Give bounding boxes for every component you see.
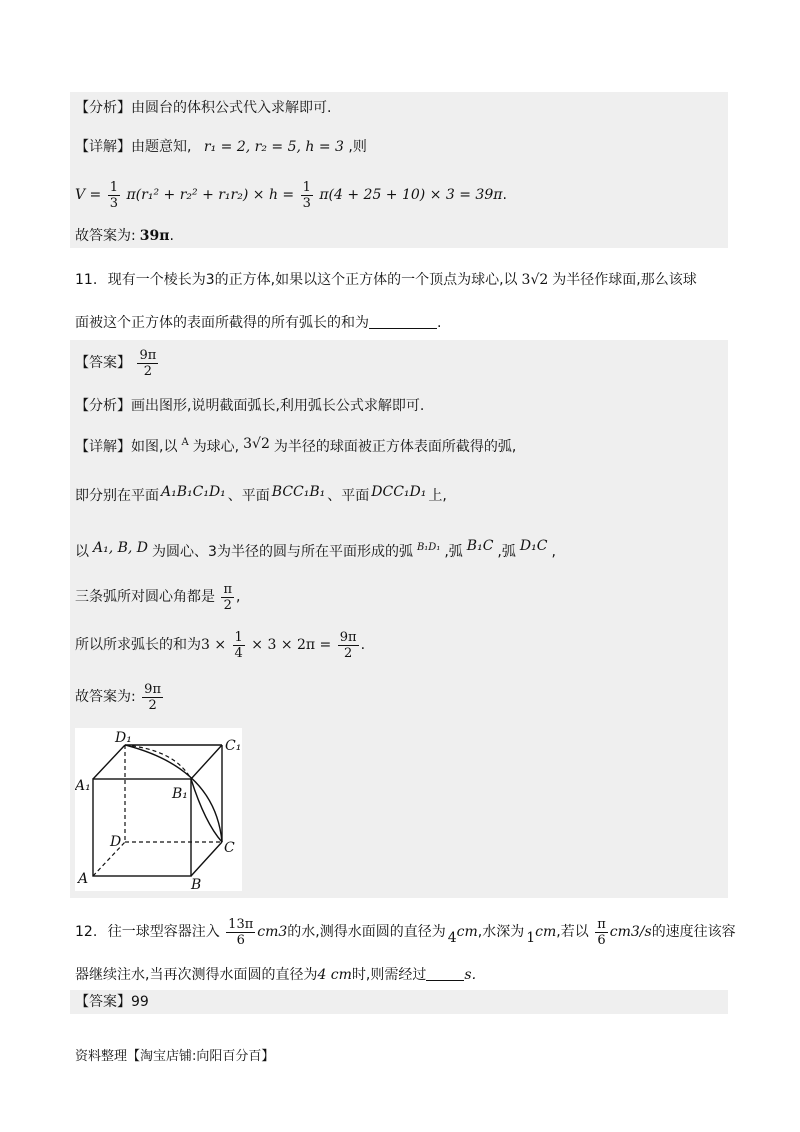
arc-B1C [191,779,222,842]
q11-arc-sep-2: ,弧 [497,544,516,560]
q11-analysis-line [75,396,424,416]
q11-number: 11. [75,272,98,288]
q11-analysis-label: 【分析】 [75,398,131,414]
q11-stem-part1: 现有一个棱长为3的正方体,如果以这个正方体的一个顶点为球心,以 [107,272,518,288]
q10-formula-line [75,178,507,212]
q10-detail-suffix: ,则 [348,139,367,155]
q11-arc-2: B₁C [466,538,494,554]
cube-diagram [75,728,242,891]
q11-sum-result: $\frac{9\pi}{2}$ [339,629,357,661]
q11-sum-quarter: $\frac{1}{4}$ [234,629,243,661]
q10-answer-value: 39π [139,228,170,244]
q11-answer-fraction: $\frac{9\pi}{2}$ [139,347,157,379]
q11-detail-2b: 上, [428,488,447,504]
q10-answer-prefix: 故答案为: [75,228,136,244]
q11-detail-1a: 如图,以 [131,439,178,455]
q11-final-fraction: $\frac{9\pi}{2}$ [144,681,161,713]
q12-rate-unit: cm3/s [609,924,652,940]
q11-stem-part3: 面被这个正方体的表面所截得的所有弧长的和为 [75,315,369,331]
edge-A1D1 [93,745,125,779]
q12-answer-label: 【答案】 [75,994,131,1010]
q10-fraction-one-third-2: $\frac{1}{3}$ [302,179,311,211]
page-footer: 资料整理【淘宝店铺:向阳百分百】 [75,1049,275,1064]
q11-detail-line-5 [75,628,365,662]
q11-analysis-text: 画出图形,说明截面弧长,利用弧长公式求解即可. [131,398,425,414]
q11-sep-1: 、平面 [227,488,270,504]
label-D: D [110,834,122,850]
q10-answer-end: . [169,228,174,244]
q10-given-values: r₁ = 2, r₂ = 5, h = 3 [203,139,344,155]
q12-unit-s: s. [464,967,477,983]
q12-answer-line [75,992,149,1012]
q12-volume-fraction: $\frac{13\pi}{6}$ [228,916,254,948]
q11-detail-radius: 3√2 [243,436,270,452]
q11-plane-3: DCC₁D₁ [371,484,427,500]
q10-answer-line [75,226,174,246]
q10-detail-label: 【详解】 [75,139,131,155]
q11-answer-label: 【答案】 [75,355,131,371]
q11-center-A: A [181,437,189,448]
q12-part1: 往一球型容器注入 [107,924,220,940]
q11-detail-3c: , [551,544,556,560]
q12-diameter-unit: cm [456,924,478,940]
q12-depth-unit: cm [535,924,557,940]
q12-diameter-2: 4 cm [317,967,352,983]
q11-detail-label: 【详解】 [75,439,131,455]
q11-centers: A₁, B, D [93,540,149,556]
q11-detail-2a: 即分别在平面 [75,488,159,504]
q11-detail-line-2 [75,482,447,506]
q11-stem-radius: 3√2 [521,272,549,288]
q12-number: 12. [75,924,98,940]
q12-answer-band [70,990,728,1014]
q10-fraction-one-third: $\frac{1}{3}$ [109,179,119,211]
q12-stem-line-2 [75,965,476,985]
edge-B1C1 [191,745,222,779]
q11-detail-3a: 以 [75,544,89,560]
q11-sum-expr-2: × 3 × 2π = [251,637,332,653]
label-C1: C₁ [225,738,242,754]
q11-detail-1b: 为球心, [192,439,240,455]
q11-stem-part2: 为半径作球面,那么该球 [552,272,697,288]
q11-arc-1: B₁D₁ [416,542,441,553]
q11-answer-line [75,346,160,380]
cube-figure [75,728,242,891]
q12-part2: 的水,测得水面圆的直径为 [287,924,446,940]
edge-BC [191,842,222,876]
q11-detail-1c: 为半径的球面被正方体表面所截得的弧, [273,439,517,455]
q12-diameter-value: 4 [447,930,457,946]
q11-detail-line-1 [75,433,516,457]
q11-detail-4b: , [236,589,241,605]
q12-volume-unit: cm3 [257,924,288,940]
q10-detail-line [75,137,367,157]
q11-arc-sep: ,弧 [444,544,463,560]
q11-final-prefix: 故答案为: [75,689,136,705]
q11-stem-end: . [437,315,442,331]
q12-rate-fraction: $\frac{\pi}{6}$ [597,916,606,948]
q11-detail-line-3 [75,536,556,562]
q11-stem-line-1 [75,270,697,290]
q11-arc-3: D₁C [519,538,548,554]
q10-formula-lhs: V = [75,187,102,203]
q10-formula-body: π(r₁² + r₂² + r₁r₂) × h = [126,187,295,203]
q12-part5: 的速度往该容 [651,924,736,940]
q11-plane-1: A₁B₁C₁D₁ [161,484,226,500]
label-B: B [191,877,202,891]
q11-angle-fraction: $\frac{\pi}{2}$ [223,581,232,613]
q11-sep-2: 、平面 [327,488,370,504]
q12-depth-value: 1 [526,930,536,946]
label-D1: D₁ [115,730,132,746]
q12-part4: ,若以 [556,924,589,940]
q12-answer-blank [426,966,464,981]
q11-sum-expr-1: 3 × [201,637,227,653]
q11-detail-line-4 [75,580,240,614]
q11-detail-5b: . [360,637,366,653]
arc-D1B1 [125,745,191,779]
q11-detail-3b: 为圆心、3为半径的圆与所在平面形成的弧 [152,544,413,560]
q12-stem-line-1 [75,915,736,955]
q12-part6: 器继续注水,当再次测得水面圆的直径为 [75,967,318,983]
q11-final-answer-line [75,680,165,714]
q11-answer-blank [369,314,437,329]
q12-part3: ,水深为 [477,924,525,940]
q10-analysis-label: 【分析】 [75,100,131,116]
q11-stem-line-2 [75,313,441,333]
label-A: A [78,871,89,887]
q10-formula-result: π(4 + 25 + 10) × 3 = 39π [319,187,503,203]
q11-plane-2: BCC₁B₁ [271,484,326,500]
q11-detail-5a: 所以所求弧长的和为 [75,637,201,653]
q11-detail-4a: 三条弧所对圆心角都是 [75,589,215,605]
q10-detail-prefix: 由题意知, [131,139,192,155]
q12-part7: 时,则需经过 [351,967,427,983]
q10-formula-end: . [502,187,507,203]
label-B1: B₁ [172,786,188,802]
q12-answer-value: 99 [131,994,149,1010]
label-C: C [224,840,235,856]
q10-analysis-line [75,98,331,118]
q10-analysis-text: 由圆台的体积公式代入求解即可. [131,100,332,116]
label-A1: A₁ [75,778,91,794]
